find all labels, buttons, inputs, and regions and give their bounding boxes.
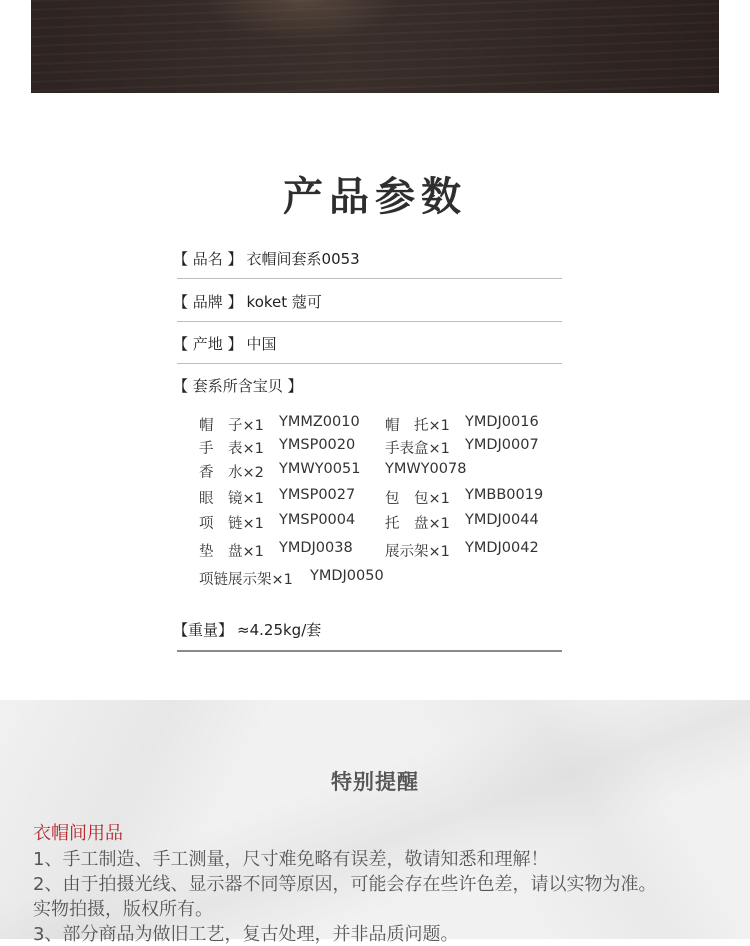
param-weight [173,619,321,640]
notice-title: 特别提醒 [331,770,419,794]
divider [177,278,562,279]
param-label: 【 产地 】 [173,335,243,353]
param-value: 中国 [246,335,277,353]
param-value: ≈4.25kg/套 [237,621,322,639]
param-label: 【重量】 [173,621,234,639]
notice-line: 1、手工制造、手工测量，尺寸难免略有误差，敬请知悉和理解！ [33,849,549,870]
notice-line: 2、由于拍摄光线、显示器不同等原因，可能会存在些许色差，请以实物为准。 [33,874,657,895]
param-label: 【 品牌 】 [173,293,243,311]
divider [177,363,562,364]
divider [177,321,562,322]
param-origin [173,333,277,354]
param-label: 【 品名 】 [173,250,243,268]
param-name [173,248,360,269]
param-label: 【 套系所含宝贝 】 [173,377,303,395]
divider [177,650,562,652]
notice-line: 实物拍摄，版权所有。 [33,899,213,920]
notice-subtitle: 衣帽间用品 [33,823,123,844]
param-set-items [173,375,307,396]
page-title: 产品参数 [283,174,467,220]
param-value: 衣帽间套系0053 [246,250,360,268]
param-brand [173,291,322,312]
notice-line: 3、部分商品为做旧工艺，复古处理，并非品质问题。 [33,924,459,945]
product-photo [31,0,719,93]
param-value: koket 蔻可 [246,293,322,311]
